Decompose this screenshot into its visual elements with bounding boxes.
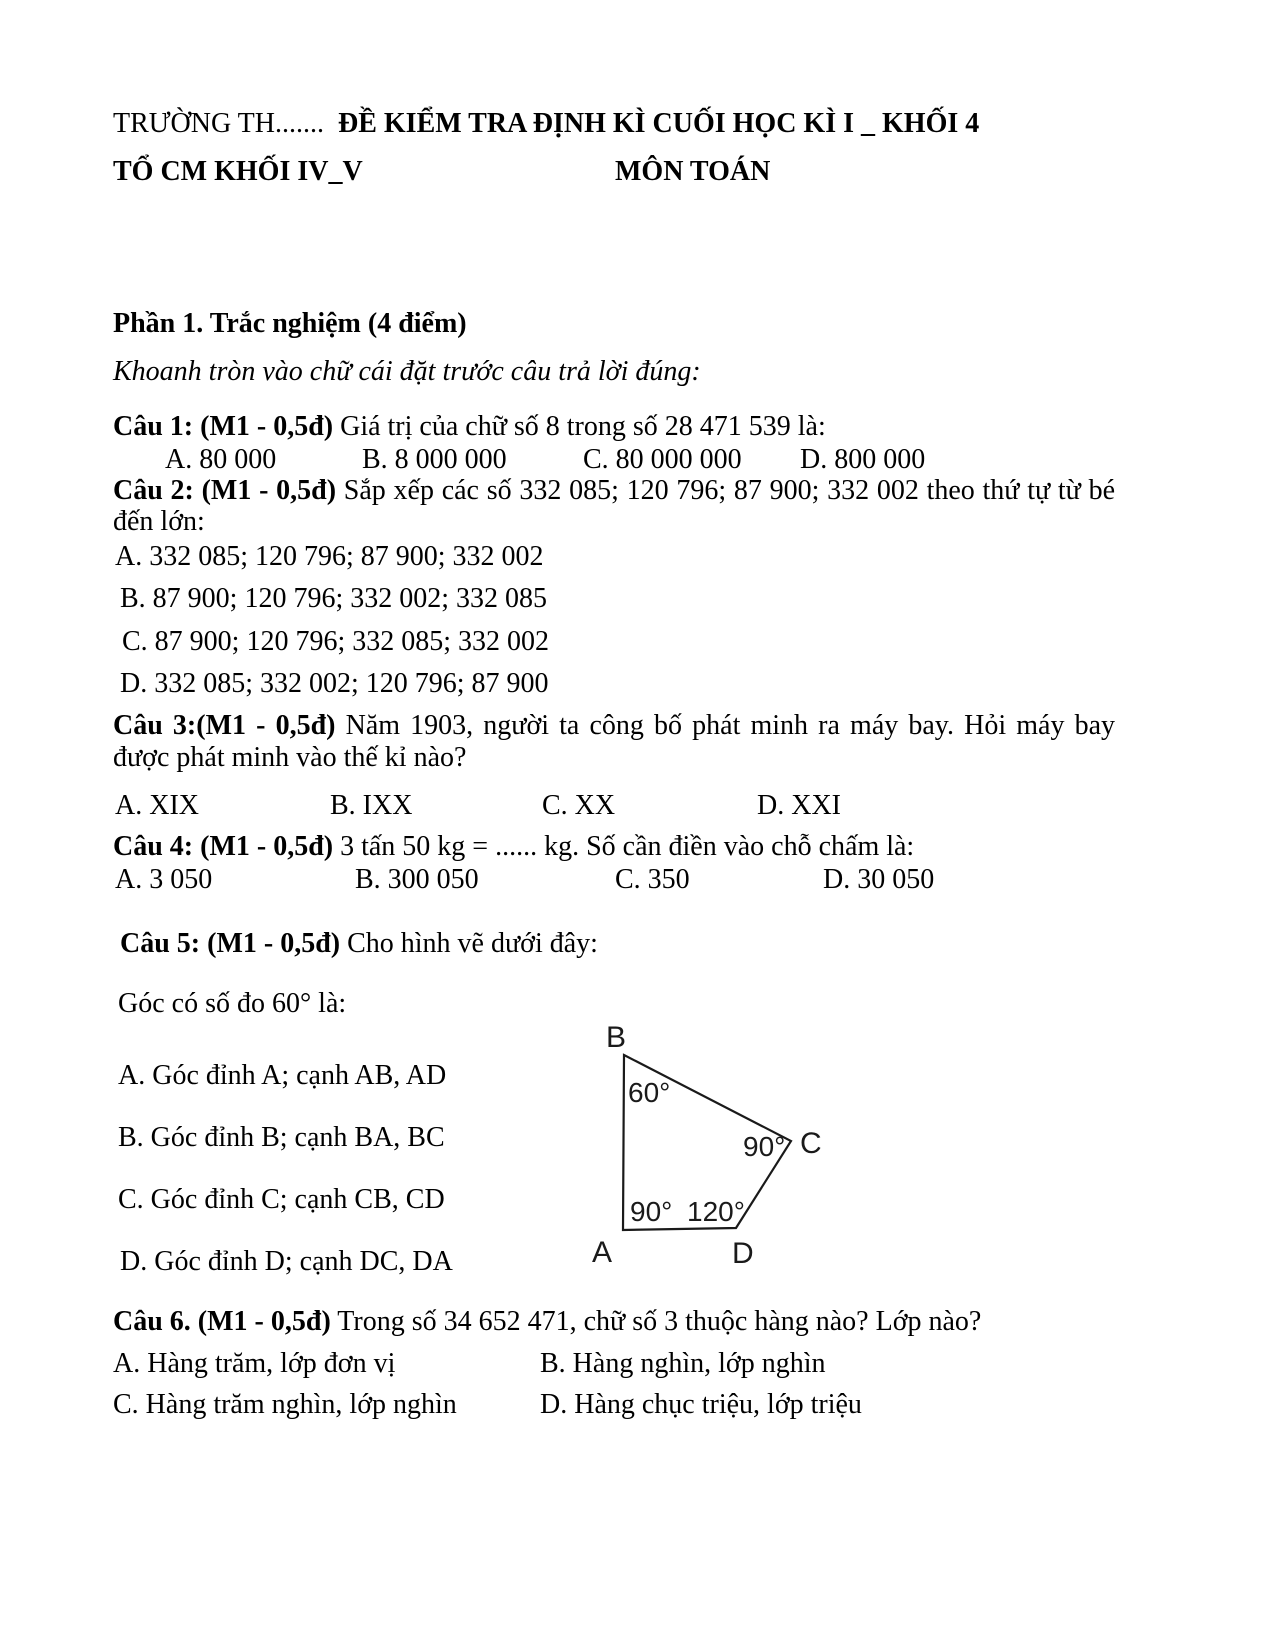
q6-option-d: D. Hàng chục triệu, lớp triệu (540, 1389, 862, 1420)
vertex-label-a: A (592, 1236, 613, 1269)
question-2-text-line2 (113, 506, 205, 537)
subject-text: MÔN TOÁN (615, 156, 771, 187)
question-3-label: Câu 3:(M1 - 0,5đ) (113, 710, 336, 741)
angle-label-a: 90° (630, 1196, 673, 1227)
q3-option-c: C. XX (542, 790, 616, 821)
quadrilateral-svg (560, 1000, 860, 1290)
question-5-prompt-text: Góc có số đo 60° là: (118, 988, 347, 1019)
q5-option-a (118, 1060, 446, 1091)
vertex-label-d: D (732, 1237, 754, 1270)
q3-option-b: B. IXX (330, 790, 413, 821)
exam-title-text: ĐỀ KIỂM TRA ĐỊNH KÌ CUỐI HỌC KÌ I _ KHỐI 4 (338, 108, 980, 139)
question-1-text: Giá trị của chữ số 8 trong số 28 471 539 là: (340, 411, 826, 442)
q5-option-d (120, 1246, 453, 1277)
header-line-1 (113, 108, 324, 139)
question-6-label: Câu 6. (M1 - 0,5đ) (113, 1306, 331, 1337)
q1-option-b: B. 8 000 000 (362, 444, 507, 475)
q6-option-c: C. Hàng trăm nghìn, lớp nghìn (113, 1389, 457, 1420)
question-4 (113, 831, 914, 862)
question-5-text: Cho hình vẽ dưới đây: (347, 928, 598, 959)
question-4-text: 3 tấn 50 kg = ...... kg. Số cần điền vào chỗ chấm là: (340, 831, 915, 862)
q4-option-b: B. 300 050 (355, 864, 479, 895)
question-6 (113, 1306, 981, 1337)
q2-option-c-text: C. 87 900; 120 796; 332 085; 332 002 (122, 626, 550, 657)
angle-label-d: 120° (687, 1196, 745, 1227)
q5-option-b-text: B. Góc đỉnh B; cạnh BA, BC (118, 1122, 445, 1153)
q3-option-d: D. XXI (757, 790, 841, 821)
q6-option-a: A. Hàng trăm, lớp đơn vị (113, 1348, 396, 1379)
q5-option-a-text: A. Góc đỉnh A; cạnh AB, AD (118, 1060, 447, 1091)
q5-option-d-text: D. Góc đỉnh D; cạnh DC, DA (120, 1246, 453, 1277)
q5-option-c-text: C. Góc đỉnh C; cạnh CB, CD (118, 1184, 445, 1215)
q2-option-a-text: A. 332 085; 120 796; 87 900; 332 002 (115, 541, 544, 572)
part1-instruction (113, 356, 701, 387)
question-3-options (115, 790, 841, 821)
department (113, 156, 363, 187)
question-1-options (165, 444, 925, 475)
part1-heading (113, 308, 467, 339)
q2-option-b-text: B. 87 900; 120 796; 332 002; 332 085 (120, 583, 548, 614)
school-name: TRƯỜNG TH....... (113, 108, 324, 139)
question-6-text: Trong số 34 652 471, chữ số 3 thuộc hàng nào? Lớp nào? (337, 1306, 982, 1337)
part1-instruction-text: Khoanh tròn vào chữ cái đặt trước câu trả lời đúng: (113, 356, 701, 387)
question-6-options-row2 (113, 1389, 862, 1420)
vertex-label-c: C (800, 1127, 822, 1160)
angle-label-c: 90° (743, 1131, 786, 1162)
vertex-label-b: B (606, 1021, 627, 1054)
question-2-text: Sắp xếp các số 332 085; 120 796; 87 900; 332 002 theo thứ tự từ bé (343, 475, 1116, 506)
question-1 (113, 411, 826, 442)
question-5 (120, 928, 598, 959)
q6-option-b: B. Hàng nghìn, lớp nghìn (540, 1348, 826, 1379)
question-3-text: Năm 1903, người ta công bố phát minh ra máy bay. Hỏi máy bay (345, 710, 1115, 741)
exam-title (338, 108, 979, 139)
q1-option-d: D. 800 000 (800, 444, 926, 475)
q5-option-c (118, 1184, 445, 1215)
q3-option-a: A. XIX (115, 790, 199, 821)
question-4-label: Câu 4: (M1 - 0,5đ) (113, 831, 334, 862)
question-2 (113, 475, 1115, 506)
q4-option-d: D. 30 050 (823, 864, 935, 895)
department-text: TỔ CM KHỐI IV_V (113, 156, 363, 187)
question-2-label: Câu 2: (M1 - 0,5đ) (113, 475, 337, 506)
question-5-label: Câu 5: (M1 - 0,5đ) (120, 928, 341, 959)
quadrilateral-figure (560, 1000, 860, 1297)
q1-option-a: A. 80 000 (165, 444, 277, 475)
q4-option-a: A. 3 050 (115, 864, 213, 895)
q2-option-d (120, 668, 549, 699)
question-6-options-row1 (113, 1348, 825, 1379)
q4-option-c: C. 350 (615, 864, 690, 895)
angle-label-b: 60° (628, 1077, 671, 1108)
q2-option-b (120, 583, 547, 614)
q5-option-b (118, 1122, 445, 1153)
question-3-text-line2 (113, 742, 466, 773)
q1-option-c: C. 80 000 000 (583, 444, 742, 475)
question-5-prompt (118, 988, 346, 1019)
question-4-options (115, 864, 934, 895)
question-2-line2-text: đến lớn: (113, 506, 205, 537)
question-3 (113, 710, 1115, 741)
q2-option-a (115, 541, 544, 572)
question-3-line2-text: được phát minh vào thế kỉ nào? (113, 742, 467, 773)
question-1-label: Câu 1: (M1 - 0,5đ) (113, 411, 334, 442)
part1-heading-text: Phần 1. Trắc nghiệm (4 điểm) (113, 308, 467, 339)
q2-option-c (122, 626, 549, 657)
q2-option-d-text: D. 332 085; 332 002; 120 796; 87 900 (120, 668, 549, 699)
subject (615, 156, 770, 187)
